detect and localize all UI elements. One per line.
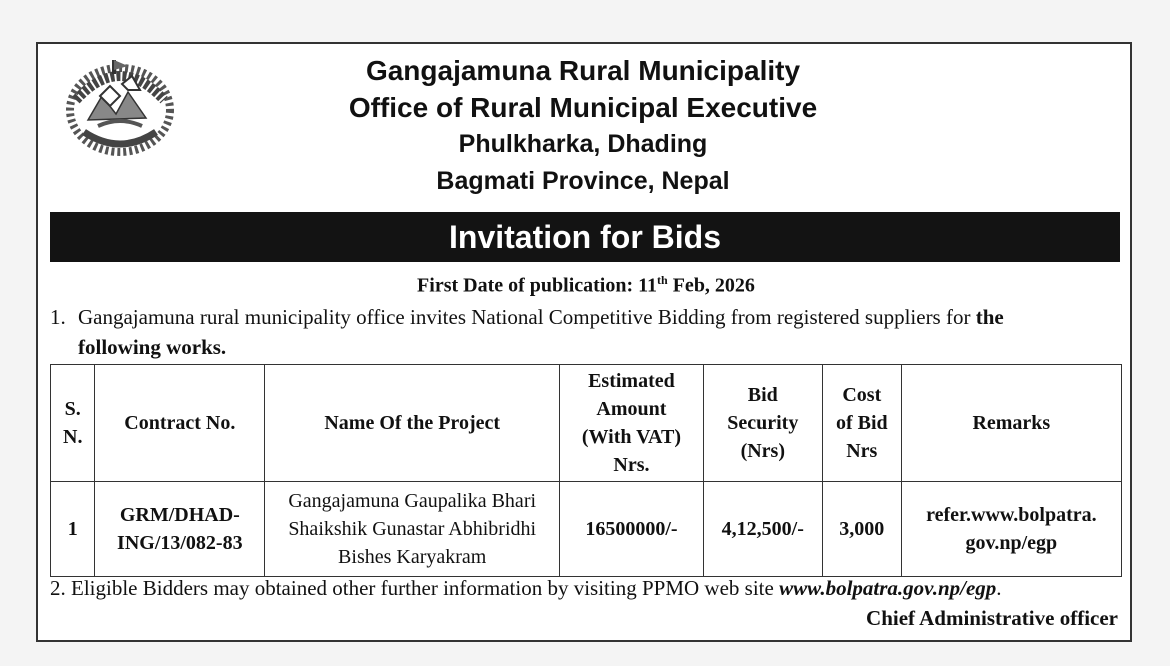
municipality-name: Gangajamuna Rural Municipality bbox=[365, 55, 801, 86]
header-bid-security: Bid Security (Nrs) bbox=[703, 365, 822, 482]
header-project-name: Name Of the Project bbox=[265, 365, 560, 482]
cell-project-name: Gangajamuna Gaupalika Bhari Shaikshik Gunastar Abhibridhi Bishes Karyakram bbox=[265, 482, 560, 577]
further-info-text: 2. Eligible Bidders may obtained other further information by visiting PPMO web site bbox=[50, 576, 780, 600]
ppmo-website-link[interactable]: www.bolpatra.gov.np/egp bbox=[779, 576, 997, 600]
further-info-end: . bbox=[996, 576, 1002, 600]
cell-remarks: refer.www.bolpatra. gov.np/egp bbox=[901, 482, 1121, 577]
header-remarks: Remarks bbox=[901, 365, 1121, 482]
notice-frame bbox=[36, 42, 1132, 642]
invitation-bold-text-line2: following works. bbox=[78, 335, 227, 359]
further-info-paragraph bbox=[50, 573, 1122, 603]
table-row bbox=[51, 482, 1122, 577]
signatory-title: Chief Administrative officer bbox=[866, 606, 1118, 630]
invitation-paragraph bbox=[50, 302, 1122, 362]
table-header-row bbox=[51, 365, 1122, 482]
province-country: Bagmati Province, Nepal bbox=[436, 167, 730, 195]
header-cost-of-bid: Cost of Bid Nrs bbox=[822, 365, 901, 482]
publication-date-rest: Feb, 2026 bbox=[667, 274, 755, 297]
invitation-text: Gangajamuna rural municipality office invites National Competitive Bidding from registered suppliers for bbox=[78, 305, 976, 329]
invitation-bold-text: the bbox=[975, 305, 1004, 329]
header-estimated-amount: Estimated Amount (With VAT) Nrs. bbox=[560, 365, 703, 482]
header-contract-no: Contract No. bbox=[95, 365, 265, 482]
nepal-government-emblem-icon bbox=[62, 56, 178, 160]
cell-sn: 1 bbox=[51, 482, 95, 577]
notice-title-banner: Invitation for Bids bbox=[50, 212, 1120, 262]
publication-date bbox=[38, 273, 1134, 298]
office-name: Office of Rural Municipal Executive bbox=[348, 92, 818, 123]
office-header bbox=[238, 52, 928, 200]
paragraph-number: 1. bbox=[50, 305, 66, 329]
cell-bid-security: 4,12,500/- bbox=[703, 482, 822, 577]
bids-table bbox=[50, 364, 1122, 577]
publication-label: First Date of publication: 11 bbox=[417, 274, 658, 297]
cell-estimated-amount: 16500000/- bbox=[560, 482, 703, 577]
publication-date-suffix: th bbox=[657, 273, 668, 287]
header-sn: S. N. bbox=[51, 365, 95, 482]
cell-contract-no: GRM/DHAD- ING/13/082-83 bbox=[95, 482, 265, 577]
cell-cost-of-bid: 3,000 bbox=[822, 482, 901, 577]
office-location: Phulkharka, Dhading bbox=[458, 130, 708, 158]
